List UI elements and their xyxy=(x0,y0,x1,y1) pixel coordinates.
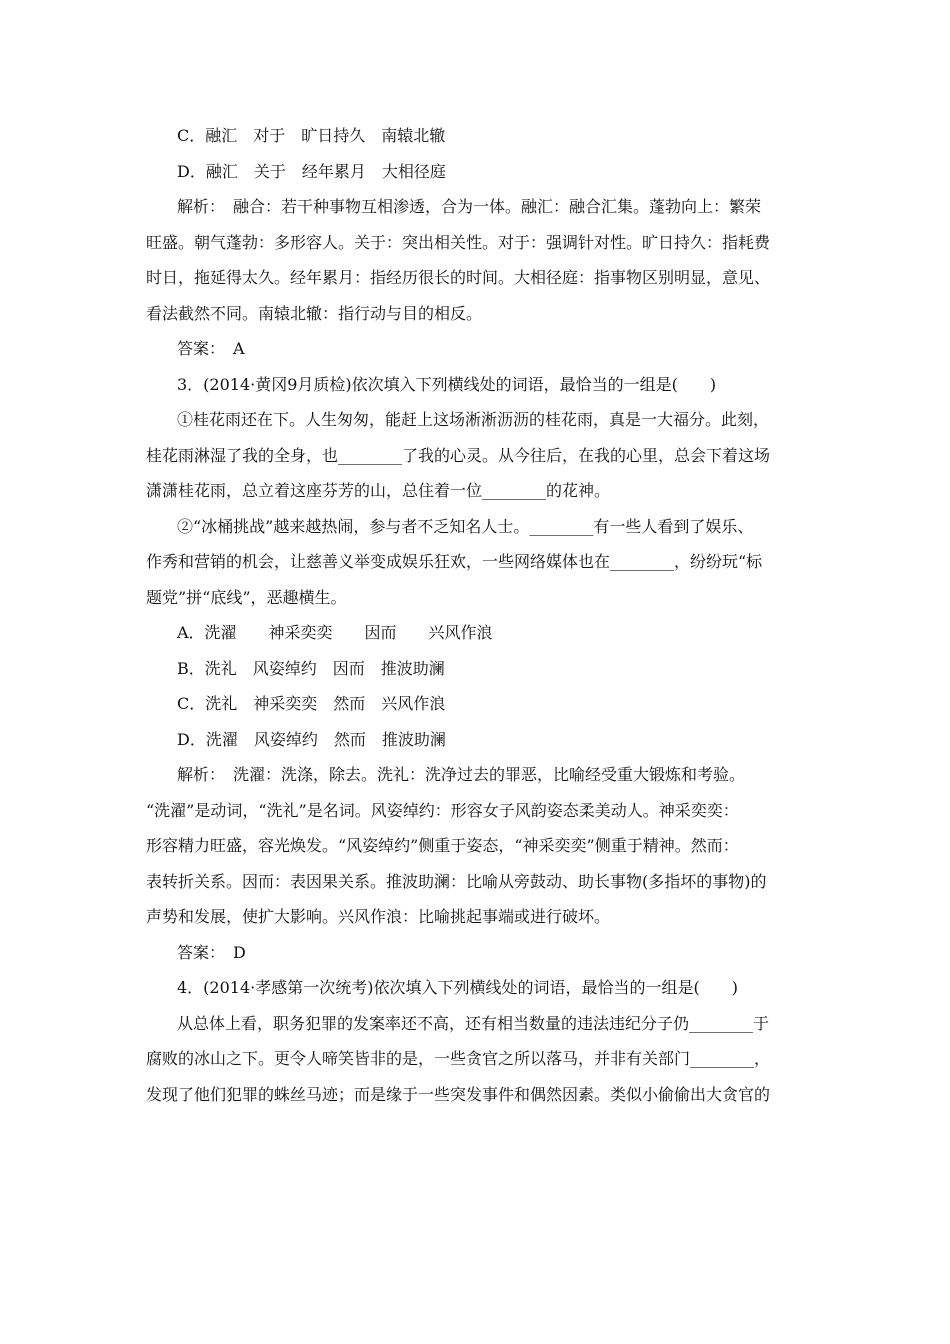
text-line: 旺盛。朝气蓬勃：多形容人。关于：突出相关性。对于：强调针对性。旷日持久：指耗费 xyxy=(146,232,771,252)
text-line: 答案： D xyxy=(177,942,246,962)
document-page xyxy=(146,118,810,1112)
text-line: 解析： 融合：若干种事物互相渗透，合为一体。融汇：融合汇集。蓬勃向上：繁荣 xyxy=(177,197,762,216)
text-line: 桂花雨淋湿了我的全身，也________了我的心灵。从今往后，在我的心里，总会下着这场 xyxy=(146,445,771,465)
text-line: 时日，拖延得太久。经年累月：指经历很长的时间。大相径庭：指事物区别明显，意见、 xyxy=(146,268,771,287)
text-line: B．洗礼 风姿绰约 因而 推波助澜 xyxy=(177,658,445,678)
text-line: “洗濯”是动词，“洗礼”是名词。风姿绰约：形容女子风韵姿态柔美动人。神采奕奕： xyxy=(146,800,739,820)
text-line: 答案： A xyxy=(177,339,245,358)
text-line: 看法截然不同。南辕北辙：指行动与目的相反。 xyxy=(146,303,483,323)
text-line: 从总体上看，职务犯罪的发案率还不高，还有相当数量的违法违纪分子仍________于 xyxy=(177,1013,770,1033)
text-line: ②“冰桶挑战”越来越热闹，参与者不乏知名人士。________有一些人看到了娱乐、 xyxy=(177,516,754,536)
text-line: 3．(2014·黄冈9月质检)依次填入下列横线处的词语，最恰当的一组是( ) xyxy=(177,374,717,394)
text-line: 作秀和营销的机会，让慈善义举变成娱乐狂欢，一些网络媒体也在________，纷纷玩“标 xyxy=(146,552,763,571)
text-line: 题党”拼“底线”，恶趣横生。 xyxy=(146,587,347,607)
text-line: C．洗礼 神采奕奕 然而 兴风作浪 xyxy=(177,694,446,713)
text-line: 形容精力旺盛，容光焕发。“风姿绰约”侧重于姿态，“神采奕奕”侧重于精神。然而： xyxy=(146,836,739,855)
text-line: 腐败的冰山之下。更令人啼笑皆非的是，一些贪官之所以落马，并非有关部门________， xyxy=(146,1049,771,1068)
text-line: 潇潇桂花雨，总立着这座芬芳的山，总住着一位________的花神。 xyxy=(146,481,611,500)
text-line: D．洗濯 风姿绰约 然而 推波助澜 xyxy=(177,729,446,749)
text-line: A．洗濯 神采奕奕 因而 兴风作浪 xyxy=(177,623,493,642)
text-line: C．融汇 对于 旷日持久 南辕北辙 xyxy=(177,126,446,145)
text-line: D．融汇 关于 经年累月 大相径庭 xyxy=(177,161,446,181)
text-line: 声势和发展，使扩大影响。兴风作浪：比喻挑起事端或进行破坏。 xyxy=(146,907,611,926)
text-line: 解析： 洗濯：洗涤，除去。洗礼：洗净过去的罪恶，比喻经受重大锻炼和考验。 xyxy=(177,765,746,784)
text-line: 4．(2014·孝感第一次统考)依次填入下列横线处的词语，最恰当的一组是( ) xyxy=(177,978,738,997)
text-line: ①桂花雨还在下。人生匆匆，能赶上这场淅淅沥沥的桂花雨，真是一大福分。此刻， xyxy=(177,410,770,429)
text-line: 发现了他们犯罪的蛛丝马迹；而是缘于一些突发事件和偶然因素。类似小偷偷出大贪官的 xyxy=(146,1084,771,1104)
text-line: 表转折关系。因而：表因果关系。推波助澜：比喻从旁鼓动、助长事物(多指坏的事物)的 xyxy=(146,871,767,891)
